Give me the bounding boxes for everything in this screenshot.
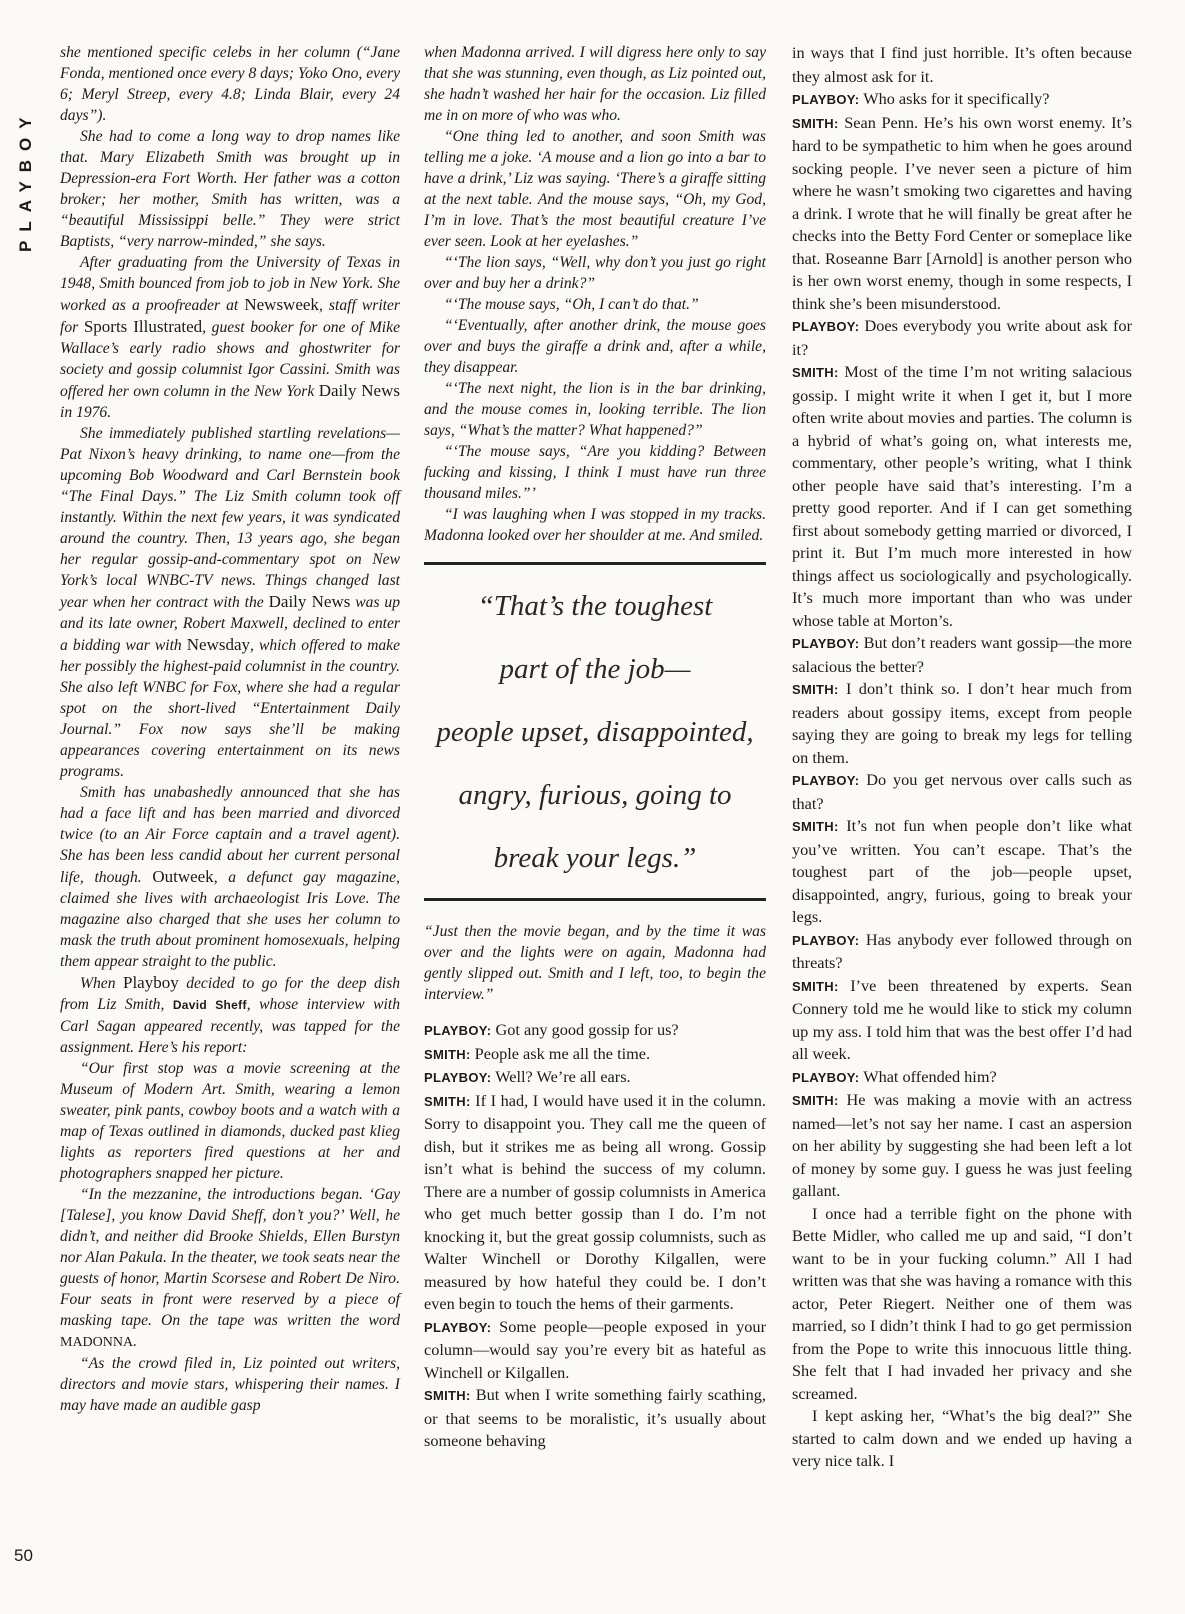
- paragraph: I once had a terrible fight on the phone with Bette Midler, who called me up and said, “I don’t want to be in your fucking column.” All I had written was that she was having a romance with this actor, Peter Riegert. Neither one of them was married, so I didn’t think I had to go get permission from the Pope to write this innocuous little thing. She felt that I had invaded her privacy and she screamed.: [792, 1203, 1132, 1403]
- pull-quote-line: break your legs.”: [493, 842, 697, 874]
- magazine-masthead: PLAYBOY: [16, 108, 35, 252]
- qa-line: PLAYBOY: Does everybody you write about ask for it?: [792, 316, 1132, 359]
- paragraph: “Just then the movie began, and by the time it was over and the lights were on again, Madonna had gently slipped out. Smith and I left, too, to begin the interview.”: [424, 923, 766, 1003]
- pull-quote-line: angry, furious, going to: [458, 779, 732, 811]
- qa-line: PLAYBOY: Do you get nervous over calls such as that?: [792, 770, 1133, 813]
- qa-line: SMITH: If I had, I would have used it in the column. Sorry to disappoint you. They call me the queen of dish, but it strikes me as being all wrong. Gossip isn’t what is behind the success of my column. There are a number of gossip columnists in America who get much better gossip than I do. I’m not knocking it, but the great gossip columnists, such as Walter Winchell or Dorothy Kilgallen, were measured by how hateful they could be. I don’t even begin to touch the hems of their garments.: [424, 1090, 766, 1313]
- qa-line: PLAYBOY: Got any good gossip for us?: [424, 1020, 679, 1039]
- paragraph: “‘The mouse says, “Are you kidding? Between fucking and kissing, I think I must have run three thousand miles.”’: [424, 443, 766, 502]
- qa-line: SMITH: Most of the time I’m not writing salacious gossip. I might write it when I get it, but I more often write about movies and parties. The column is a hybrid of what’s going on, what interests me, commentary, other people’s writing, what I think other people have said that’s interesting. I’m a pretty good reporter. And if I can get something first about somebody getting married or divorced, I print it. But I’m much more interested in how things affect us sociologically and psychologically. It’s much more important than who was under whose table at Morton’s.: [792, 362, 1132, 630]
- paragraph: she mentioned specific celebs in her column (“Jane Fonda, mentioned once every 8 days; Yoko Ono, every 6; Meryl Streep, every 4.8; Linda Blair, every 24 days”).: [60, 44, 400, 124]
- paragraph: “As the crowd filed in, Liz pointed out writers, directors and movie stars, whispering their names. I may have made an audible gasp: [60, 1355, 400, 1414]
- qa-line: PLAYBOY: But don’t readers want gossip—the more salacious the better?: [792, 633, 1132, 676]
- pull-quote-line: “That’s the toughest: [477, 590, 713, 622]
- paragraph: I kept asking her, “What’s the big deal?” She started to calm down and we ended up having a very nice talk. I: [792, 1406, 1132, 1470]
- qa-line: SMITH: I don’t think so. I don’t hear much from readers about gossipy items, except from people saying they are going to break my legs for telling on them.: [792, 679, 1132, 767]
- paragraph: She immediately published startling revelations—Pat Nixon’s heavy drinking, to name one—from the upcoming Bob Woodward and Carl Bernstein book “The Final Days.” The Liz Smith column took off instantly. Within the next few years, it was syndicated around the country. Then, 13 years ago, she began her regular gossip-and-commentary spot on New York’s local WNBC-TV news. Things changed last year when her contract with the Daily News was up and its late owner, Robert Maxwell, declined to enter a bidding war with Newsday, which offered to make her possibly the highest-paid columnist in the country. She also left WNBC for Fox, where she had a regular spot on the short-lived “Entertainment Daily Journal.” Fox now says she’ll be making appearances covering entertainment on its news programs.: [60, 425, 400, 780]
- paragraph: “One thing led to another, and soon Smith was telling me a joke. ‘A mouse and a lion go into a bar to have a drink,’ Liz was saying. ‘There’s a giraffe sitting at the next table. And the mouse says, “Oh, my God, I’m in love. That’s the most beautiful creature I’ve ever seen. Look at her eyelashes.”: [424, 128, 766, 250]
- pull-quote-bottom-rule: [424, 898, 766, 901]
- paragraph: “‘The lion says, “Well, why don’t you just go right over and buy her a drink?”: [424, 254, 766, 292]
- pull-quote-line: people upset, disappointed,: [436, 716, 754, 748]
- paragraph: “‘The mouse says, “Oh, I can’t do that.”: [444, 296, 699, 313]
- paragraph: “In the mezzanine, the introductions began. ‘Gay [Talese], you know David Sheff, don’t you?’ Well, he didn’t, and neither did Brooke Shields, Ellen Burstyn nor Alan Pakula. In the theater, we took seats near the guests of honor, Martin Scorsese and Robert De Niro. Four seats in front were reserved by a piece of masking tape. On the tape was written the word MADONNA.: [60, 1186, 400, 1350]
- pull-quote: [424, 565, 766, 898]
- paragraph: She had to come a long way to drop names like that. Mary Elizabeth Smith was brought up in Depression-era Fort Worth. Her father was a cotton broker; her mother, Smith has written, was a “beautiful Mississippi belle.” They were strict Baptists, “very narrow-minded,” she says.: [60, 128, 400, 250]
- qa-line: PLAYBOY: Well? We’re all ears.: [424, 1067, 631, 1086]
- paragraph: “Our first stop was a movie screening at the Museum of Modern Art. Smith, wearing a lemon sweater, pink pants, cowboy boots and a watch with a map of Texas outlined in diamonds, ducked past klieg lights as reporters fired questions at her and photographers snapped her picture.: [60, 1060, 400, 1182]
- qa-line: SMITH: Sean Penn. He’s his own worst enemy. It’s hard to be sympathetic to him when he goes around socking people. I’ve never seen a picture of him where he wasn’t smoking two cigarettes and having a drink. I wrote that he will finally be great after he checks into the Betty Ford Center or someplace like that. Roseanne Barr [Arnold] is another person who is her own worst enemy, though in some respects, I think she’s been misunderstood.: [792, 112, 1132, 313]
- qa-line: in ways that I find just horrible. It’s often because they almost ask for it.: [792, 43, 1132, 86]
- paragraph: “I was laughing when I was stopped in my tracks. Madonna looked over her shoulder at me. And smiled.: [424, 506, 766, 544]
- qa-line: PLAYBOY: What offended him?: [792, 1066, 997, 1086]
- paragraph: “‘The next night, the lion is in the bar drinking, and the mouse comes in, looking terrible. The lion says, “What’s the matter? What happened?”: [424, 380, 766, 439]
- paragraph: When Playboy decided to go for the deep dish from Liz Smith, David Sheff, whose interview with Carl Sagan appeared recently, was tapped for the assignment. Here’s his report:: [60, 973, 401, 1056]
- qa-line: PLAYBOY: Who asks for it specifically?: [792, 89, 1050, 108]
- qa-line: SMITH: It’s not fun when people don’t like what you’ve written. You can’t escape. That’s the toughest part of the job—people upset, disappointed, angry, furious, going to break your legs.: [792, 816, 1132, 926]
- column-2: [424, 42, 766, 1453]
- qa-line: SMITH: People ask me all the time.: [424, 1043, 651, 1063]
- qa-line: SMITH: He was making a movie with an actress named—let’s not say her name. I cast an aspersion on her ability by suggesting she had been left a lot of money by some guy. I guess he was just feeling gallant.: [792, 1090, 1132, 1200]
- paragraph: when Madonna arrived. I will digress here only to say that she was stunning, even though, as Liz pointed out, she hadn’t washed her hair for the occasion. Liz filled me in on more of who was who.: [424, 44, 766, 124]
- paragraph: Smith has unabashedly announced that she has had a face lift and has been married and divorced twice (to an Air Force captain and a travel agent). She has been less candid about her current personal life, though. Outweek, a defunct gay magazine, claimed she lives with archaeologist Iris Love. The magazine also charged that she uses her column to mask the truth about prominent homosexuals, helping them appear straight to the public.: [60, 784, 400, 970]
- column-3: [792, 42, 1132, 1473]
- qa-line: SMITH: But when I write something fairly scathing, or that seems to be moralistic, it’s usually about someone behaving: [424, 1385, 766, 1450]
- qa-line: SMITH: I’ve been threatened by experts. Sean Connery told me he would like to stick my column up my ass. I told him that was the best offer I’d had all week.: [792, 975, 1132, 1063]
- column-1: [60, 42, 400, 1416]
- page-number: 50: [14, 1546, 33, 1565]
- paragraph: “‘Eventually, after another drink, the mouse goes over and buys the giraffe a drink and, after a while, they disappear.: [424, 317, 766, 376]
- paragraph: After graduating from the University of Texas in 1948, Smith bounced from job to job in New York. She worked as a proofreader at Newsweek, staff writer for Sports Illustrated, guest booker for one of Mike Wallace’s early radio shows and ghostwriter for society and gossip columnist Igor Cassini. Smith was offered her own column in the New York Daily News in 1976.: [60, 254, 400, 421]
- pull-quote-line: part of the job—: [499, 653, 691, 685]
- qa-line: PLAYBOY: Some people—people exposed in your column—would say you’re every bit as hateful as Winchell or Kilgallen.: [424, 1316, 766, 1382]
- qa-line: PLAYBOY: Has anybody ever followed through on threats?: [792, 929, 1133, 972]
